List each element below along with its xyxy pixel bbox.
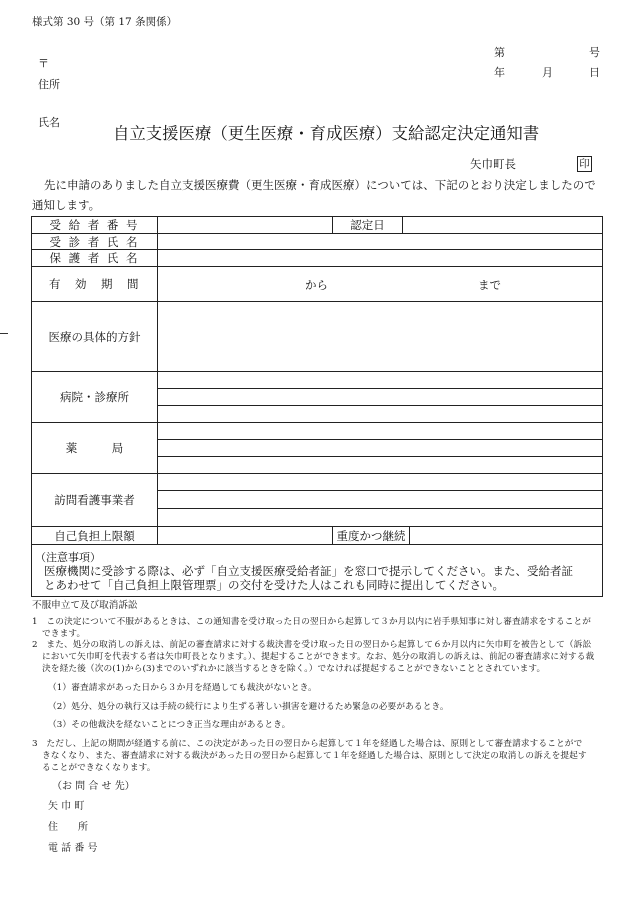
appeal-item-2-line: において矢巾町を代表する者は矢巾町長となります。）、提起することができます。なお、処分の取消しの訴えは、前記の審査請求に対する裁 — [42, 652, 595, 662]
date-year: 年 — [494, 66, 505, 79]
intro-line-1: 先に申請のありました自立支援医療費（更生医療・育成医療）については、下記のとおり決定しましたので — [44, 178, 596, 192]
notes-line-2: とあわせて「自己負担上限管理票」の交付を受けた人はこれも同時に提出してください。 — [44, 578, 504, 592]
label-pharmacy: 薬 局 — [32, 423, 158, 473]
pharmacy-line — [158, 457, 602, 474]
row-home-nursing — [32, 474, 602, 527]
row-patient-name — [32, 234, 602, 250]
notes-heading: （注意事項） — [35, 551, 101, 564]
appeal-sub-item: （1）審査請求があった日から３か月を経過しても裁決がないとき。 — [48, 683, 317, 693]
home-nursing-line — [158, 491, 602, 509]
row-treatment-policy — [32, 302, 602, 372]
contact-heading: （お 問 合 せ 先） — [52, 781, 135, 792]
date-day: 日 — [589, 66, 600, 79]
hospital-clinic-line — [158, 406, 602, 423]
label-certification-date: 認定日 — [333, 217, 403, 233]
label-home-nursing: 訪問看護事業者 — [32, 474, 158, 526]
appeal-sub-item: （3）その他裁決を経ないことにつき正当な理由があるとき。 — [48, 720, 291, 730]
appeal-item-2-line: 決を経た後（次の(1)から(3)までのいずれかに該当するときを除く。）でなければ提起することができないこととされています。 — [42, 664, 546, 674]
seal-stamp: 印 — [577, 156, 592, 172]
date-month: 月 — [542, 66, 553, 79]
label-guardian-name: 保 護 者 氏 名 — [32, 250, 158, 266]
severe-continuing-value — [410, 527, 602, 544]
period-to: まで — [478, 278, 501, 292]
name-label: 氏名 — [38, 116, 60, 129]
document-title: 自立支援医療（更生医療・育成医療）支給認定決定通知書 — [113, 124, 540, 143]
doc-number-go: 号 — [589, 46, 600, 59]
notes-line-1: 医療機関に受診する際は、必ず「自立支援医療受給者証」を窓口で提示してください。また、受給者証 — [44, 564, 573, 578]
row-recipient-number — [32, 217, 602, 234]
pharmacy-line — [158, 423, 602, 440]
row-validity-period — [32, 267, 602, 302]
contact-address-label: 住 所 — [48, 822, 88, 833]
pharmacy-line — [158, 440, 602, 457]
copay-limit-value — [158, 527, 333, 544]
label-copay-limit: 自己負担上限額 — [32, 527, 158, 544]
contact-org: 矢 巾 町 — [48, 801, 85, 812]
decision-table — [31, 216, 603, 597]
row-copay-limit — [32, 527, 602, 545]
appeal-item-3-line: 3 ただし、上記の期間が経過する前に、この決定があった日の翌日から起算して１年を経過した場合は、原則として審査請求することがで — [32, 739, 583, 749]
row-hospital-clinic — [32, 372, 602, 423]
appeal-heading: 不服申立て及び取消訴訟 — [32, 600, 138, 611]
appeal-item-1-line: できます。 — [42, 629, 86, 639]
label-treatment-policy: 医療の具体的方針 — [32, 302, 158, 371]
row-pharmacy — [32, 423, 602, 474]
certification-date-value — [403, 217, 602, 233]
row-guardian-name — [32, 250, 602, 267]
contact-phone-label: 電 話 番 号 — [48, 843, 98, 854]
punch-mark — [0, 333, 8, 334]
appeal-item-2-line: 2 また、処分の取消しの訴えは、前記の審査請求に対する裁決書を受け取った日の翌日から起算して６か月以内に矢巾町を被告として（訴訟 — [32, 640, 592, 650]
appeal-sub-item: （2）処分、処分の執行又は手続の続行により生ずる著しい損害を避けるため緊急の必要があるとき。 — [48, 702, 449, 712]
label-patient-name: 受 診 者 氏 名 — [32, 234, 158, 249]
doc-number-dai: 第 — [494, 46, 505, 59]
label-hospital-clinic: 病院・診療所 — [32, 372, 158, 422]
treatment-policy-value — [158, 302, 602, 371]
label-severe-continuing: 重度かつ継続 — [333, 527, 410, 544]
address-label: 住所 — [38, 78, 60, 91]
notes-box — [32, 545, 602, 596]
patient-name-value — [158, 234, 602, 249]
appeal-item-1-line: 1 この決定について不服があるときは、この通知書を受け取った日の翌日から起算して３か月以内に岩手県知事に対し審査請求をすることが — [32, 617, 592, 627]
label-recipient-number: 受 給 者 番 号 — [32, 217, 158, 233]
form-number: 様式第 30 号（第 17 条関係） — [32, 16, 178, 28]
appeal-item-3-line: ることができなくなります。 — [42, 763, 156, 773]
home-nursing-line — [158, 509, 602, 526]
postal-mark: 〒 — [38, 57, 49, 70]
guardian-name-value — [158, 250, 602, 266]
hospital-clinic-line — [158, 389, 602, 406]
intro-line-2: 通知します。 — [32, 198, 101, 212]
period-from: から — [305, 278, 328, 292]
validity-period-value — [158, 267, 602, 301]
issuer-name: 矢巾町長 — [470, 157, 516, 171]
recipient-number-value — [158, 217, 333, 233]
hospital-clinic-line — [158, 372, 602, 389]
label-validity-period: 有 効 期 間 — [32, 267, 158, 301]
home-nursing-line — [158, 474, 602, 491]
appeal-item-3-line: きなくなり、また、審査請求に対する裁決があった日の翌日から起算して１年を経過した場合は、原則として決定の取消しの訴えを提起す — [42, 751, 587, 761]
